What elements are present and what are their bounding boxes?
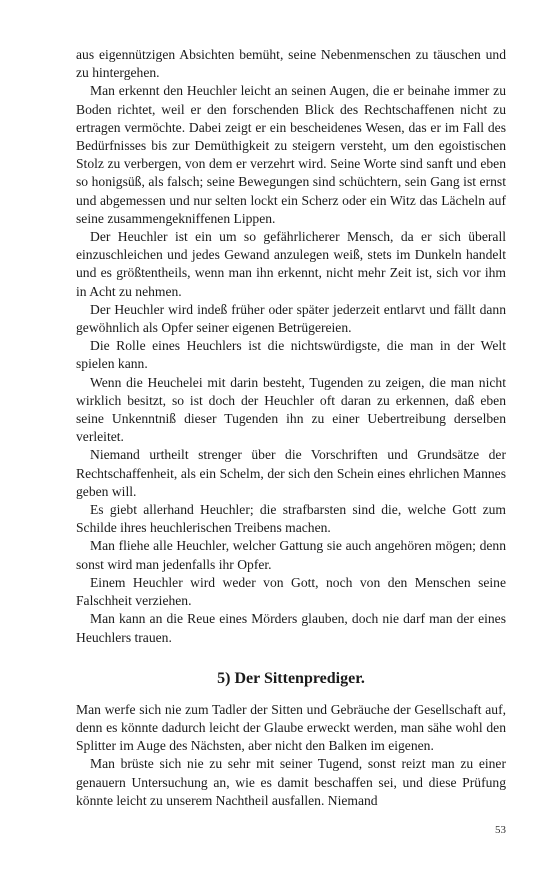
paragraph: Der Heuchler ist ein um so gefährlicherer Mensch, da er sich überall einzuschleichen und jedes Gewand anzulegen weiß, stets im Dunkeln handelt und es größtentheils, wenn man ihn erkennt, nicht mehr Zeit ist, sich vor ihm in Acht zu nehmen. bbox=[76, 229, 506, 299]
paragraph: Es giebt allerhand Heuchler; die strafbarsten sind die, welche Gott zum Schilde ihres heuchlerischen Treibens machen. bbox=[76, 502, 506, 536]
paragraph: aus eigennützigen Absichten bemüht, seine Nebenmenschen zu täuschen und zu hintergehen. bbox=[76, 47, 506, 81]
page-number: 53 bbox=[495, 824, 506, 836]
section-heading: 5) Der Sittenprediger. bbox=[217, 669, 365, 687]
paragraph: Der Heuchler wird indeß früher oder später jederzeit entlarvt und fällt dann gewöhnlich als Opfer seiner eigenen Betrügereien. bbox=[76, 301, 506, 336]
paragraph: Wenn die Heuchelei mit darin besteht, Tugenden zu zeigen, die man nicht wirklich besitzt, so ist doch der Heuchler oft daran zu erkennen, daß eben seine Unkenntniß dieser Tugenden ihn zu einer Uebertreibung derselben verleitet. bbox=[76, 374, 506, 445]
paragraph: Die Rolle eines Heuchlers ist die nichtswürdigste, die man in der Welt spielen kann. bbox=[76, 338, 506, 372]
page-body bbox=[76, 46, 506, 810]
paragraph: Man kann an die Reue eines Mörders glauben, doch nie darf man der eines Heuchlers trauen. bbox=[76, 611, 506, 645]
paragraph: Niemand urtheilt strenger über die Vorschriften und Grundsätze der Rechtschaffenheit, als ein Schelm, der sich den Schein eines ehrlichen Mannes geben will. bbox=[76, 447, 506, 499]
paragraph: Man brüste sich nie zu sehr mit seiner Tugend, sonst reizt man zu einer genauern Untersuchung an, wie es damit beschaffen sei, und diese Prüfung könnte leicht zu unserem Nachtheil ausfallen. Niemand bbox=[76, 756, 506, 808]
paragraph: Einem Heuchler wird weder von Gott, noch von den Menschen seine Falschheit verziehen. bbox=[76, 574, 506, 609]
paragraph: Man werfe sich nie zum Tadler der Sitten und Gebräuche der Gesellschaft auf, denn es könnte dadurch leicht der Glaube erweckt werden, man sähe wohl den Splitter im Auge des Nächsten, aber nicht den Balken im eigenen. bbox=[76, 701, 506, 754]
paragraph: Man erkennt den Heuchler leicht an seinen Augen, die er beinahe immer zu Boden richtet, weil er den forschenden Blick des Rechtschaffenen nicht zu ertragen vermöchte. Dabei zeigt er ein bescheidenes Wesen, das er im Fall des Bedürfnisses bis zur Demüthigkeit zu steigern versteht, um den egoistischen Stolz zu verbergen, von dem er verzehrt wird. Seine Worte sind sanft und eben so honigsüß, als falsch; seine Bewegungen sind schüchtern, sein Gang ist ernst und abgemessen und nur selten lockt ein Scherz oder ein Witz das Lächeln auf seine zusammengekniffenen Lippen. bbox=[76, 83, 506, 226]
paragraph: Man fliehe alle Heuchler, welcher Gattung sie auch angehören mögen; denn sonst wird man jedenfalls ihr Opfer. bbox=[76, 538, 506, 572]
